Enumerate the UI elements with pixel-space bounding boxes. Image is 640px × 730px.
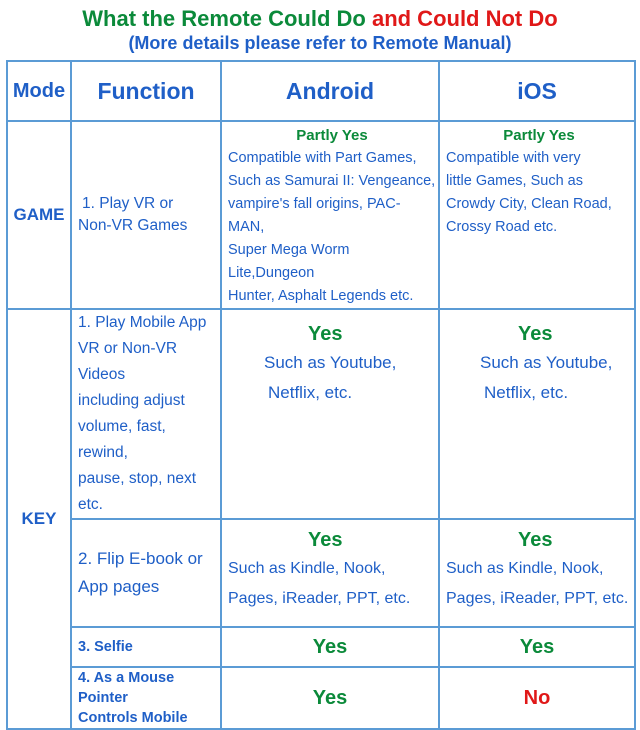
android-detail-line: vampire's fall origins, PAC-MAN, [228, 196, 401, 235]
ios-detail-line: Crowdy City, Clean Road, [446, 196, 612, 212]
android-answer: Yes [312, 687, 348, 709]
ios-detail-line: Pages, iReader, PPT, etc. [446, 590, 629, 607]
android-detail-line: Such as Kindle, Nook, [228, 560, 386, 577]
android-answer: Yes [312, 636, 348, 658]
function-line: Non-VR Games [78, 217, 188, 234]
capability-table [6, 60, 636, 730]
function-flip-pages [71, 519, 221, 627]
function-line: Controls Mobile [78, 710, 188, 726]
android-detail-line: Compatible with Part Games, [228, 150, 417, 166]
ios-answer: Yes [518, 529, 553, 551]
function-play-videos [71, 309, 221, 519]
android-detail-line: Such as Youtube, [264, 353, 397, 372]
table-row-key-mouse [7, 667, 635, 729]
android-detail-line: Super Mega Worm Lite,Dungeon [228, 242, 350, 281]
mode-key: KEY [7, 309, 71, 729]
col-header-function: Function [71, 61, 221, 121]
ios-detail-line: little Games, Such as [446, 173, 583, 189]
ios-videos-cell [439, 309, 635, 519]
ios-answer: Partly Yes [503, 127, 575, 144]
android-detail-line: Hunter, Asphalt Legends etc. [228, 288, 414, 304]
ios-detail-line: Such as Youtube, [480, 353, 613, 372]
android-answer: Yes [308, 323, 343, 345]
function-line: 3. Selfie [78, 639, 133, 655]
function-line: including adjust [78, 392, 185, 409]
android-detail-line: Such as Samurai II: Vengeance, [228, 173, 436, 189]
android-videos-cell [221, 309, 439, 519]
title-could-not-do: and Could Not Do [371, 6, 558, 31]
mode-game: GAME [7, 121, 71, 309]
page-subtitle: (More details please refer to Remote Manual) [128, 33, 512, 53]
page-title [0, 6, 640, 32]
col-header-android: Android [221, 61, 439, 121]
function-line: VR or Non-VR Videos [78, 340, 178, 383]
function-line: pause, stop, next etc. [78, 470, 197, 513]
function-line: 2. Flip E-book or [78, 549, 203, 568]
ios-ebook-cell [439, 519, 635, 627]
function-selfie [71, 627, 221, 667]
function-mouse-pointer [71, 667, 221, 729]
ios-mouse-cell [439, 667, 635, 729]
function-line: 1. Play Mobile App [78, 314, 207, 331]
android-selfie-cell [221, 627, 439, 667]
ios-detail-line: Netflix, etc. [484, 383, 569, 402]
android-answer: Yes [308, 529, 343, 551]
android-detail-line: Netflix, etc. [268, 383, 353, 402]
function-line: 1. Play VR or [82, 195, 174, 212]
android-mouse-cell [221, 667, 439, 729]
function-line: App pages [78, 577, 160, 596]
ios-answer: Yes [519, 636, 555, 658]
ios-detail-line: Compatible with very [446, 150, 581, 166]
col-header-ios: iOS [439, 61, 635, 121]
android-ebook-cell [221, 519, 439, 627]
ios-detail-line: Such as Kindle, Nook, [446, 560, 604, 577]
table-header-row [7, 61, 635, 121]
table-row-key-selfie [7, 627, 635, 667]
function-line: 4. As a Mouse Pointer [78, 670, 175, 706]
android-detail-line: Pages, iReader, PPT, etc. [228, 590, 411, 607]
table-row-key-ebook [7, 519, 635, 627]
ios-answer: Yes [518, 323, 553, 345]
title-could-do: What the Remote Could Do [82, 6, 366, 31]
ios-selfie-cell [439, 627, 635, 667]
android-games-cell [221, 121, 439, 309]
android-answer: Partly Yes [296, 127, 368, 144]
function-line: volume, fast, rewind, [78, 418, 166, 461]
ios-answer-no: No [523, 687, 551, 709]
ios-detail-line: Crossy Road etc. [446, 219, 558, 235]
function-play-games [71, 121, 221, 309]
table-row-key-videos [7, 309, 635, 519]
col-header-mode: Mode [7, 61, 71, 121]
ios-games-cell [439, 121, 635, 309]
table-row-game [7, 121, 635, 309]
